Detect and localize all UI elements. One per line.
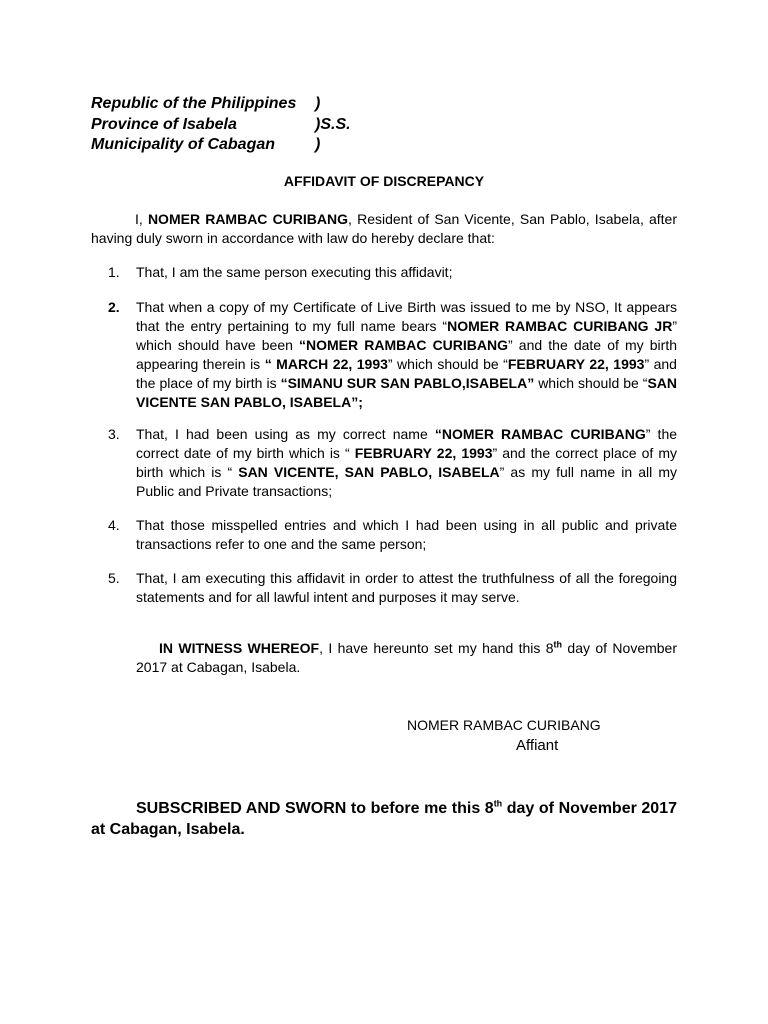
- item-text: That when a copy of my Certificate of Live Birth was issued to me by NSO, It appears that the entry pertaining to my full name bears “: [136, 299, 677, 334]
- jurat-lead: SUBSCRIBED AND SWORN: [136, 800, 347, 817]
- item-text: ” as my full name in all my Public and Private transactions;: [136, 464, 678, 499]
- item-text: ” which should be “: [387, 356, 508, 372]
- caption-bracket: )S.S.: [315, 115, 351, 133]
- item-text: ” and the place of my birth is: [136, 356, 677, 391]
- witness-text: , I have hereunto set my hand this 8: [319, 640, 554, 656]
- caption-bracket: ): [315, 136, 321, 153]
- jurat-text: to before me this 8: [346, 800, 494, 817]
- declaration-item: That, I am executing this affidavit in order to attest the truthfulness of all the foregoing statements and for all lawful intent and purposes it may serve.: [136, 570, 677, 605]
- item-text: which should be “: [534, 375, 648, 391]
- item-number: 1.: [108, 264, 120, 280]
- caption-line: [91, 94, 351, 115]
- declaration-item: That those misspelled entries and which I had been using in all public and private transactions refer to one and the same person;: [136, 517, 677, 552]
- caption-municipality: Municipality of Cabagan: [91, 136, 276, 153]
- caption-bracket: ): [315, 95, 321, 112]
- document-title: AFFIDAVIT OF DISCREPANCY: [283, 173, 485, 189]
- item-emphasis: “SIMANU SUR SAN PABLO,ISABELA”: [280, 375, 535, 391]
- item-emphasis: “ MARCH 22, 1993: [264, 356, 388, 372]
- item-emphasis: “NOMER RAMBAC CURIBANG: [299, 337, 509, 353]
- ordinal-suffix: th: [493, 798, 503, 809]
- item-number: 3.: [108, 426, 120, 442]
- declaration-item: [136, 298, 677, 412]
- item-text: ” which should have been: [136, 318, 677, 353]
- item-text: ” the correct date of my birth which is “: [136, 426, 678, 461]
- affiant-signature-name: NOMER RAMBAC CURIBANG: [407, 717, 601, 733]
- witness-text: day of November 2017 at Cabagan, Isabela.: [136, 640, 677, 675]
- item-emphasis: FEBRUARY 22, 1993: [354, 445, 493, 461]
- ordinal-suffix: th: [553, 639, 563, 650]
- intro-prefix: I,: [135, 211, 148, 227]
- item-emphasis: SAN VICENTE SAN PABLO, ISABELA”;: [136, 375, 678, 410]
- item-number: 4.: [108, 517, 120, 533]
- witness-lead: IN WITNESS WHEREOF: [159, 640, 320, 656]
- caption-line: [91, 115, 351, 136]
- item-emphasis: FEBRUARY 22, 1993: [507, 356, 645, 372]
- venue-caption: [91, 94, 351, 156]
- item-text: That, I had been using as my correct name: [136, 426, 435, 442]
- declaration-item: [136, 425, 677, 501]
- item-emphasis: “NOMER RAMBAC CURIBANG: [434, 426, 646, 442]
- intro-paragraph: [91, 210, 677, 248]
- item-emphasis: SAN VICENTE, SAN PABLO, ISABELA: [238, 464, 500, 480]
- item-number: 2.: [108, 299, 120, 315]
- declaration-item: That, I am the same person executing this affidavit;: [136, 264, 453, 280]
- intro-text: , Resident of San Vicente, San Pablo, Isabela, after having duly sworn in accordance with law do hereby declare that:: [91, 211, 678, 246]
- caption-country: Republic of the Philippines: [91, 95, 297, 112]
- witness-clause: [136, 639, 677, 677]
- affiant-label: Affiant: [516, 737, 559, 754]
- item-number: 5.: [108, 570, 120, 586]
- jurat: [91, 798, 677, 840]
- caption-province: Province of Isabela: [91, 115, 237, 133]
- item-text: ” and the correct place of my birth which is “: [136, 445, 677, 480]
- item-text: ” and the date of my birth appearing therein is: [136, 337, 678, 372]
- jurat-text: day of November 2017 at Cabagan, Isabela.: [91, 800, 678, 838]
- caption-line: [91, 135, 351, 156]
- item-emphasis: NOMER RAMBAC CURIBANG JR: [447, 318, 673, 334]
- affiant-name-inline: NOMER RAMBAC CURIBANG: [147, 211, 349, 227]
